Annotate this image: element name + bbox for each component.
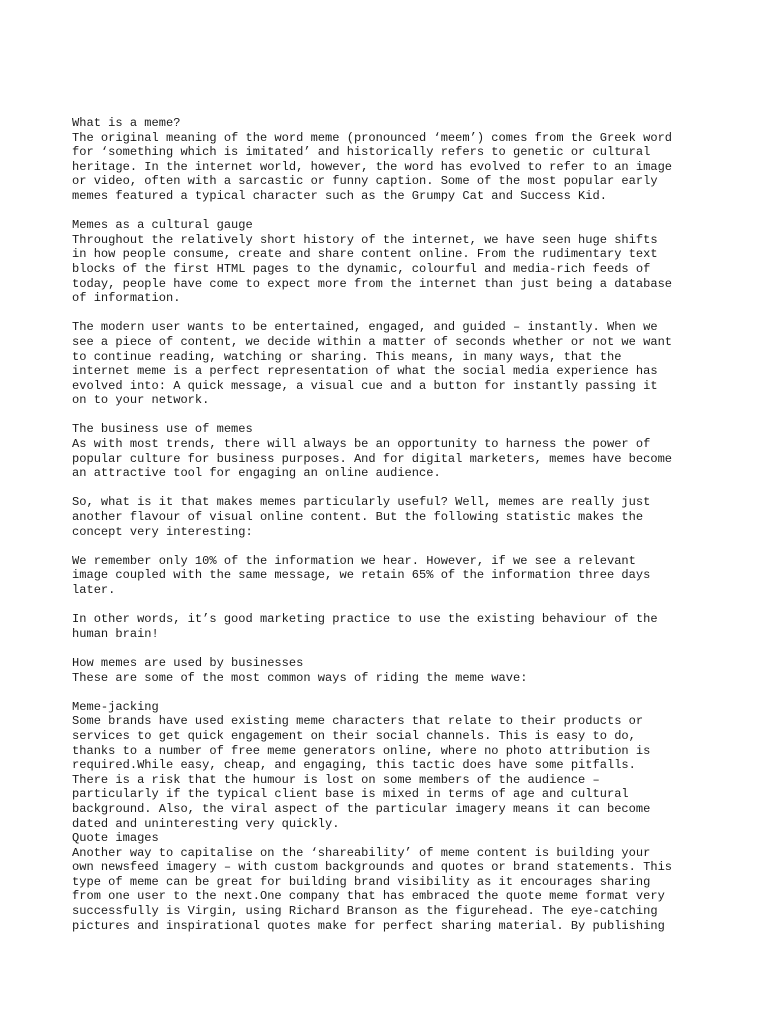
text-line: dated and uninteresting very quickly. [72, 816, 340, 831]
text-line: type of meme can be great for building brand visibility as it encourages sharing [72, 874, 651, 889]
text-line: evolved into: A quick message, a visual cue and a button for instantly passing it [72, 378, 658, 393]
text-line: heritage. In the internet world, however, the word has evolved to refer to an image [72, 159, 673, 174]
text-line: human brain! [72, 626, 159, 641]
text-line: As with most trends, there will always be an opportunity to harness the power of [72, 437, 651, 452]
text-line: see a piece of content, we decide within a matter of seconds whether or not we want [72, 334, 673, 349]
paragraph [72, 554, 712, 598]
text-line: to continue reading, watching or sharing. This means, in many ways, that the [72, 349, 622, 364]
text-line: on to your network. [72, 393, 210, 408]
text-line: Some brands have used existing meme characters that relate to their products or [72, 714, 644, 729]
document-page [72, 116, 712, 933]
text-line: Throughout the relatively short history of the internet, we have seen huge shifts [72, 232, 658, 247]
text-line: from one user to the next.One company that has embraced the quote meme format very [72, 889, 665, 904]
paragraph-first-line: We remember only 10% of the information we hear. However, if we see a relevant [72, 553, 636, 568]
text-line: later. [72, 583, 116, 597]
paragraph-first-line: The modern user wants to be entertained, engaged, and guided – instantly. When we [72, 320, 658, 335]
text-line: internet meme is a perfect representation of what the social media experience has [72, 364, 658, 379]
text-line: or video, often with a sarcastic or funny caption. Some of the most popular early [72, 174, 658, 189]
paragraph [72, 612, 712, 641]
text-line: Another way to capitalise on the ‘shareability’ of meme content is building your [72, 845, 651, 860]
text-line: for ‘something which is imitated’ and historically refers to genetic or cultural [72, 145, 651, 160]
paragraph-first-line: So, what is it that makes memes particularly useful? Well, memes are really just [72, 495, 651, 510]
paragraph-first-line: How memes are used by businesses [72, 655, 304, 670]
text-line: thanks to a number of free meme generators online, where no photo attribution is [72, 743, 651, 758]
text-line: required.While easy, cheap, and engaging, this tactic does have some pitfalls. [72, 758, 636, 773]
paragraph [72, 116, 712, 204]
paragraph-first-line: The business use of memes [72, 422, 253, 437]
text-line: today, people have come to expect more from the internet than just being a database [72, 276, 673, 291]
text-line: of information. [72, 291, 181, 306]
text-line: an attractive tool for engaging an online audience. [72, 466, 441, 481]
text-line: background. Also, the viral aspect of the particular imagery means it can become [72, 801, 651, 816]
paragraph [72, 320, 712, 408]
paragraph-first-line: In other words, it’s good marketing practice to use the existing behaviour of the [72, 612, 658, 627]
text-line: There is a risk that the humour is lost on some members of the audience – [72, 772, 600, 787]
paragraph [72, 656, 712, 685]
text-line: concept very interesting: [72, 524, 253, 539]
text-line: memes featured a typical character such as the Grumpy Cat and Success Kid. [72, 188, 607, 203]
paragraph [72, 700, 712, 831]
text-line: popular culture for business purposes. And for digital marketers, memes have become [72, 451, 673, 466]
text-line: successfully is Virgin, using Richard Branson as the figurehead. The eye-catching [72, 904, 658, 919]
paragraph [72, 422, 712, 480]
paragraph [72, 218, 712, 306]
text-line: blocks of the first HTML pages to the dynamic, colourful and media-rich feeds of [72, 261, 651, 276]
text-line: The original meaning of the word meme (pronounced ‘meem’) comes from the Greek word [72, 130, 673, 145]
paragraph-first-line: What is a meme? [72, 116, 181, 130]
text-line: own newsfeed imagery – with custom backgrounds and quotes or brand statements. This [72, 860, 673, 875]
text-line: another flavour of visual online content. But the following statistic makes the [72, 510, 644, 525]
text-line: particularly if the typical client base is mixed in terms of age and cultural [72, 787, 629, 802]
paragraph-first-line: Quote images [72, 831, 159, 846]
paragraph-first-line: Memes as a cultural gauge [72, 218, 253, 233]
paragraph [72, 495, 712, 539]
text-line: services to get quick engagement on their social channels. This is easy to do, [72, 728, 636, 743]
text-line: in how people consume, create and share content online. From the rudimentary text [72, 247, 658, 262]
text-line: image coupled with the same message, we retain 65% of the information three days [72, 568, 651, 583]
text-line: pictures and inspirational quotes make for perfect sharing material. By publishing [72, 918, 665, 933]
paragraph-first-line: Meme-jacking [72, 699, 159, 714]
paragraph [72, 831, 712, 933]
text-line: These are some of the most common ways of riding the meme wave: [72, 670, 528, 685]
